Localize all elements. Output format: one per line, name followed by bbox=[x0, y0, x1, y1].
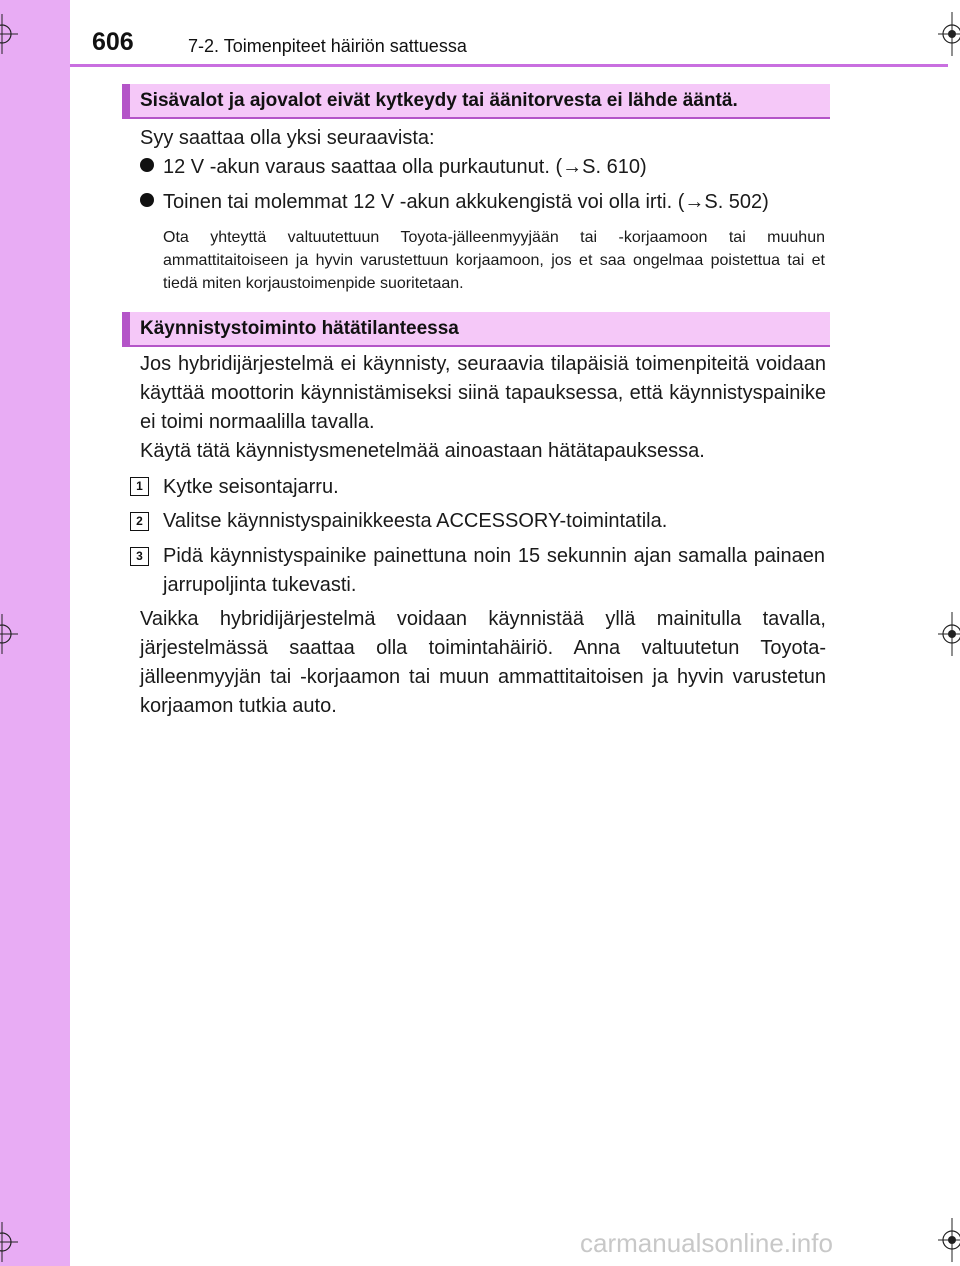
section-heading-label: Käynnistystoiminto hätätilanteessa bbox=[140, 318, 459, 339]
registration-mark-top-right-icon bbox=[936, 12, 960, 56]
page-number: 606 bbox=[92, 28, 134, 56]
bullet-icon bbox=[140, 193, 154, 207]
cause-intro: Syy saattaa olla yksi seuraavista: bbox=[140, 127, 435, 149]
section-heading-label: Sisävalot ja ajovalot eivät kytkeydy tai äänitorvesta ei lähde ääntä. bbox=[140, 90, 738, 111]
step-number-badge: 2 bbox=[130, 512, 149, 531]
step-number-badge: 3 bbox=[130, 547, 149, 566]
chapter-title: 7-2. Toimenpiteet häiriön sattuessa bbox=[188, 36, 467, 56]
step-text: Pidä käynnistyspainike painettuna noin 15 sekunnin ajan samalla painaen jarrupoljinta tukevasti. bbox=[163, 545, 825, 596]
emergency-start-intro: Jos hybridijärjestelmä ei käynnisty, seuraavia tilapäisiä toimenpiteitä voidaan käyttää moottorin käynnistämiseksi siinä tapauksessa, että käynnistyspainike ei toimi normaalilla tavalla. bbox=[140, 353, 826, 433]
bullet-text: Toinen tai molemmat 12 V -akun akkukengistä voi olla irti. (→S. 502) bbox=[163, 191, 769, 213]
registration-mark-top-left-icon bbox=[0, 14, 20, 54]
header-divider bbox=[70, 64, 948, 67]
section-heading-emergency-start bbox=[122, 312, 830, 347]
step-text: Valitse käynnistyspainikkeesta ACCESSORY-toimintatila. bbox=[163, 510, 668, 532]
bullet-icon bbox=[140, 158, 154, 172]
registration-mark-bottom-left-icon bbox=[0, 1222, 20, 1262]
step-text: Kytke seisontajarru. bbox=[163, 476, 339, 498]
bullet-item bbox=[140, 188, 769, 217]
bullet-text: 12 V -akun varaus saattaa olla purkautunut. (→S. 610) bbox=[163, 156, 647, 178]
registration-mark-bottom-right-icon bbox=[936, 1218, 960, 1262]
watermark: carmanualsonline.info bbox=[580, 1228, 833, 1258]
registration-mark-mid-right-icon bbox=[936, 612, 960, 656]
registration-mark-mid-left-icon bbox=[0, 614, 20, 654]
closing-paragraph: Vaikka hybridijärjestelmä voidaan käynnistää yllä mainitulla tavalla, järjestelmässä saattaa olla toimintahäiriö. Anna valtuutetun Toyota-jälleenmyyjän tai -korjaamon tai muun ammattitaitoisen ja hyvin varustetun korjaamon tutkia auto. bbox=[140, 608, 826, 717]
step-number-badge: 1 bbox=[130, 477, 149, 496]
bullet-item bbox=[140, 153, 647, 182]
dealer-contact-note: Ota yhteyttä valtuutettuun Toyota-jälleenmyyjään tai -korjaamoon tai muuhun ammattitaitoiseen ja hyvin varustettuun korjaamoon, jos et saa ongelmaa poistettua tai et tiedä miten korjaustoimenpide suoritetaan. bbox=[163, 229, 825, 292]
emergency-only-notice: Käytä tätä käynnistysmenetelmää ainoastaan hätätapauksessa. bbox=[140, 440, 705, 462]
section-heading-lights-horn bbox=[122, 84, 830, 119]
